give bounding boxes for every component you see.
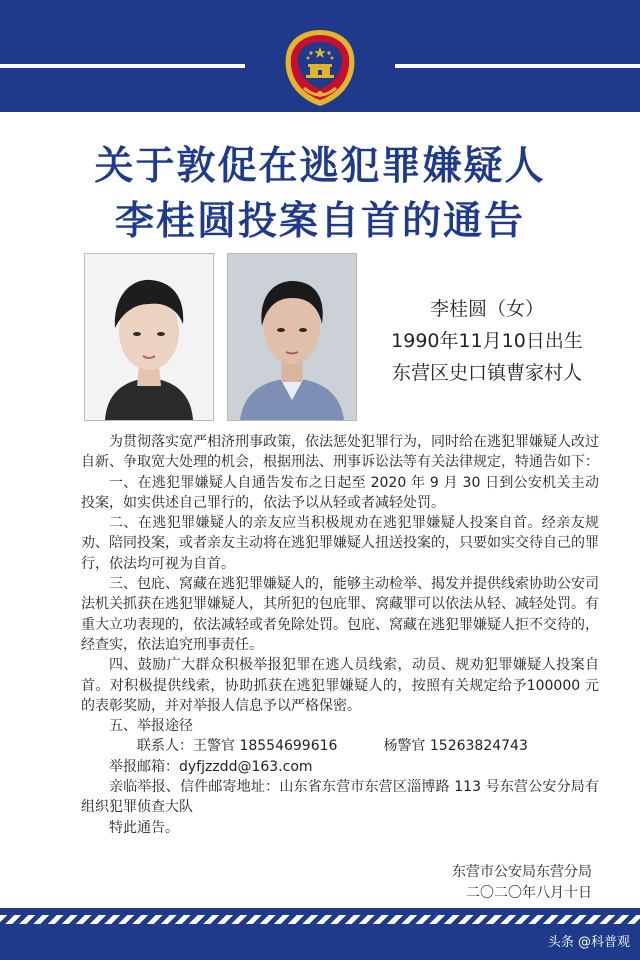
police-emblem-icon	[278, 26, 362, 110]
suspect-name: 李桂圆（女）	[429, 298, 544, 320]
source-watermark: 头条 @科普观	[547, 935, 630, 950]
banner-rule-left	[0, 64, 245, 68]
notice-title-line-2: 李桂圆投案自首的通告	[114, 199, 525, 244]
suspect-photo-2	[227, 253, 357, 421]
bottom-banner	[0, 908, 640, 960]
issuing-authority: 东营市公安局东营分局	[452, 864, 592, 880]
notice-item-4: 四、鼓励广大群众积极举报犯罪在逃人员线索，动员、规劝犯罪嫌疑人投案自首。对积极提供线索，协助抓获在逃犯罪嫌疑人的，按照有关规定给予100000 元的表彰奖励，并对举报人信息予以严格保密。	[81, 657, 599, 714]
issue-date: 二〇二〇年八月十日	[466, 885, 592, 901]
notice-item-5-heading: 五、举报途径	[109, 718, 193, 735]
notice-item-3: 三、包庇、窝藏在逃犯罪嫌疑人的，能够主动检举、揭发并提供线索协助公安司法机关抓获在逃犯罪嫌疑人，其所犯的包庇罪、窝藏罪可以依法从轻、减轻处罚。有重大立功表现的，依法减轻或者免除处罚。包庇、窝藏在逃犯罪嫌疑人拒不交待的，经查实，依法追究刑事责任。	[81, 576, 599, 653]
contact-1: 王警官 18554699616	[193, 738, 338, 755]
notice-intro: 为贯彻落实宽严相济刑事政策，依法惩处犯罪行为，同时给在逃犯罪嫌疑人改过自新、争取宽大处理的机会，根据刑法、刑事诉讼法等有关法律规定，特通告如下：	[81, 434, 599, 471]
notice-title-line-1: 关于敦促在逃犯罪嫌疑人	[94, 144, 546, 189]
notice-item-1: 一、在逃犯罪嫌疑人自通告发布之日起至 2020 年 9 月 30 日到公安机关主动投案，如实供述自己罪行的，依法予以从轻或者减轻处罚。	[81, 474, 599, 511]
report-address: 亲临举报、信件邮寄地址：山东省东营市东营区淄博路 113 号东营公安分局有组织犯罪侦查大队	[81, 779, 599, 816]
contact-line	[81, 736, 599, 756]
suspect-origin: 东营区史口镇曹家村人	[391, 362, 582, 384]
notice-item-2: 二、在逃犯罪嫌疑人的亲友应当积极规劝在逃犯罪嫌疑人投案自首。经亲友规劝、陪同投案，或者亲友主动将在逃犯罪嫌疑人扭送投案的，只要如实交待自己的罪行，依法均可视为自首。	[81, 515, 599, 572]
suspect-birth-date: 1990年11月10日出生	[391, 330, 583, 352]
report-email: 举报邮箱：dyfjzzdd@163.com	[109, 758, 313, 775]
banner-rule-right	[395, 64, 640, 68]
contact-2: 杨警官 15263824743	[383, 738, 528, 755]
contact-label: 联系人：	[137, 738, 193, 755]
notice-body	[81, 432, 599, 838]
bottom-stripe-border	[0, 915, 640, 924]
suspect-photo-1	[84, 253, 214, 421]
notice-closing: 特此通告。	[109, 819, 179, 836]
